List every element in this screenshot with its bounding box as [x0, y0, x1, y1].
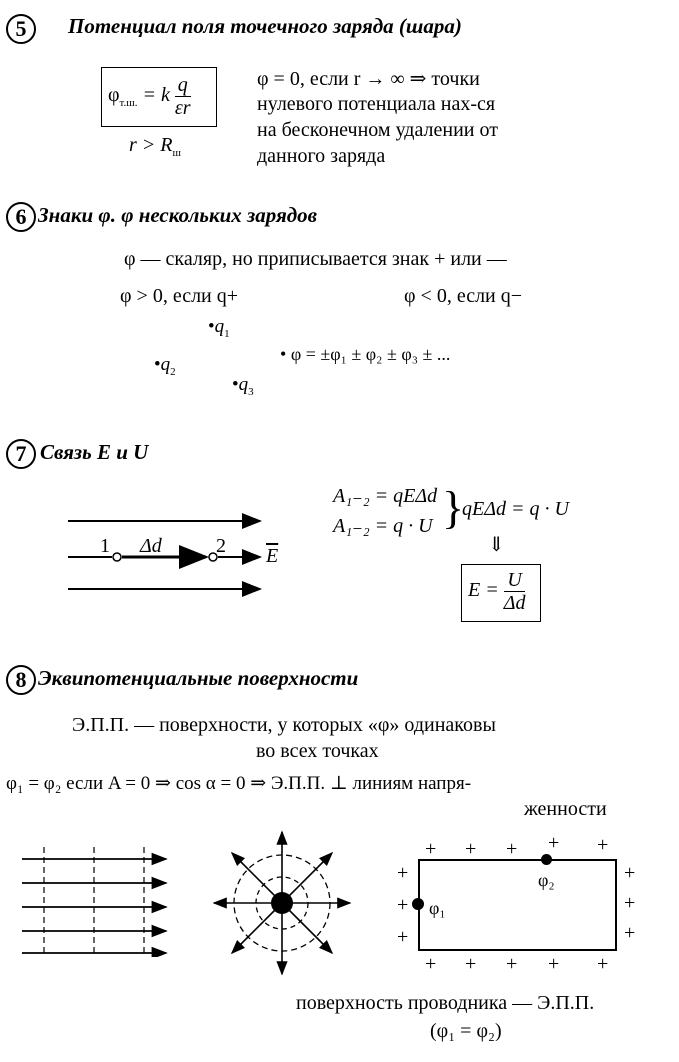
plus-sign: +: [597, 834, 609, 856]
phi2-point: [541, 854, 552, 865]
charge-q2: $•q_2$: [154, 354, 176, 378]
s5-line-4: данного заряда: [257, 145, 386, 167]
phi1-point: [412, 898, 424, 910]
plus-sign: +: [465, 953, 477, 975]
phi2-label: φ₂: [538, 870, 555, 890]
q3-label: q: [238, 374, 249, 395]
formula-num: q: [175, 74, 191, 97]
uniform-field-diagram: [18, 845, 178, 957]
work-eq-2: A₁₋₂ = q · U: [333, 515, 433, 537]
epp-condition-2: женности: [524, 798, 607, 820]
cond-r: r: [129, 134, 137, 156]
section-7-title: Связь E и U: [40, 440, 149, 464]
charge-q3: $•q_3$: [232, 374, 254, 398]
superposition-formula: φ = ±φ₁ ± φ₂ ± φ₃ ± ...: [290, 344, 451, 364]
plus-sign: +: [624, 862, 636, 884]
point-charge-field-diagram: [212, 828, 354, 978]
q3-sub: 3: [248, 385, 254, 398]
scalar-line: φ — скаляр, но приписывается знак + или —: [124, 248, 507, 270]
plus-sign: +: [397, 926, 409, 948]
work-eq-1: A₁₋₂ = qEΔd: [333, 485, 438, 507]
plus-sign: +: [465, 838, 477, 860]
epp-condition: φ₁ = φ₂ если A = 0 ⇒ cos α = 0 ⇒ Э.П.П. ⊥ линиям напря-: [6, 773, 472, 794]
plus-sign: +: [397, 894, 409, 916]
epp-definition-1: Э.П.П. — поверхности, у которых «φ» одинаковы: [72, 714, 496, 736]
potential-formula: [108, 74, 191, 119]
plus-sign: +: [397, 862, 409, 884]
s5-line-3: на бесконечном удалении от: [257, 119, 498, 141]
plus-sign: +: [624, 892, 636, 914]
E-den: Δd: [503, 592, 526, 614]
formula-k: = k: [137, 84, 170, 107]
potential-condition: [129, 134, 181, 159]
point-2-label: 2: [216, 535, 226, 557]
cond-sub: ш: [172, 147, 181, 159]
vector-E-label: [266, 545, 278, 568]
q2-label: q: [160, 354, 171, 375]
E-formula-lhs: E =: [468, 579, 499, 602]
implies-down-icon: ⇓: [488, 534, 505, 556]
plus-sign: +: [597, 953, 609, 975]
E-num: U: [504, 569, 526, 592]
plus-sign: +: [506, 838, 518, 860]
superposition: • φ = ±φ₁ ± φ₂ ± φ₃ ± ...: [280, 344, 451, 364]
section-8-title: Эквипотенциальные поверхности: [38, 666, 359, 690]
brace-icon: }: [442, 482, 465, 533]
formula-phi-sub: т.ш.: [119, 97, 138, 110]
section-6-number: 6: [6, 202, 36, 232]
plus-sign: +: [506, 953, 518, 975]
section-5-title: Потенциал поля точечного заряда (шара): [68, 14, 462, 38]
section-5-number: 5: [6, 14, 36, 44]
s5-line-1: φ = 0, если r → ∞ ⇒ точки: [257, 68, 480, 90]
section-7-number: 7: [6, 439, 36, 469]
conductor-rectangle: [418, 859, 617, 951]
s5-line-2: нулевого потенциала нах-ся: [257, 93, 496, 115]
plus-sign: +: [425, 953, 437, 975]
phi-negative: φ < 0, если q−: [404, 285, 523, 307]
q1-sub: 1: [224, 327, 230, 340]
phi-positive: φ > 0, если q+: [120, 285, 239, 307]
conductor-caption-1: поверхность проводника — Э.П.П.: [296, 992, 595, 1014]
section-6-title: Знаки φ. φ нескольких зарядов: [38, 203, 318, 227]
q1-label: q: [214, 316, 225, 337]
epp-definition-2: во всех точках: [256, 740, 379, 762]
plus-sign: +: [425, 838, 437, 860]
point-1-label: 1: [100, 535, 110, 557]
E-letter: $\overline{E}$: [266, 545, 279, 567]
formula-fraction: [175, 74, 191, 119]
phi1-label: φ₁: [429, 898, 446, 918]
plus-sign: +: [548, 953, 560, 975]
conductor-caption-2: (φ₁ = φ₂): [430, 1020, 502, 1042]
q2-sub: 2: [170, 365, 176, 378]
formula-phi: φ: [108, 84, 120, 107]
plus-sign: +: [548, 832, 560, 854]
work-eq-3: qEΔd = q · U: [462, 498, 569, 520]
plus-sign: +: [624, 922, 636, 944]
formula-den: εr: [174, 97, 191, 119]
charge-q1: $•q_1$: [208, 316, 230, 340]
section-8-number: 8: [6, 665, 36, 695]
E-formula: [468, 569, 525, 614]
E-fraction: [504, 569, 526, 614]
cond-gt: > R: [136, 134, 173, 156]
delta-d-label: Δd: [140, 535, 162, 557]
field-lines-diagram: [60, 505, 290, 600]
